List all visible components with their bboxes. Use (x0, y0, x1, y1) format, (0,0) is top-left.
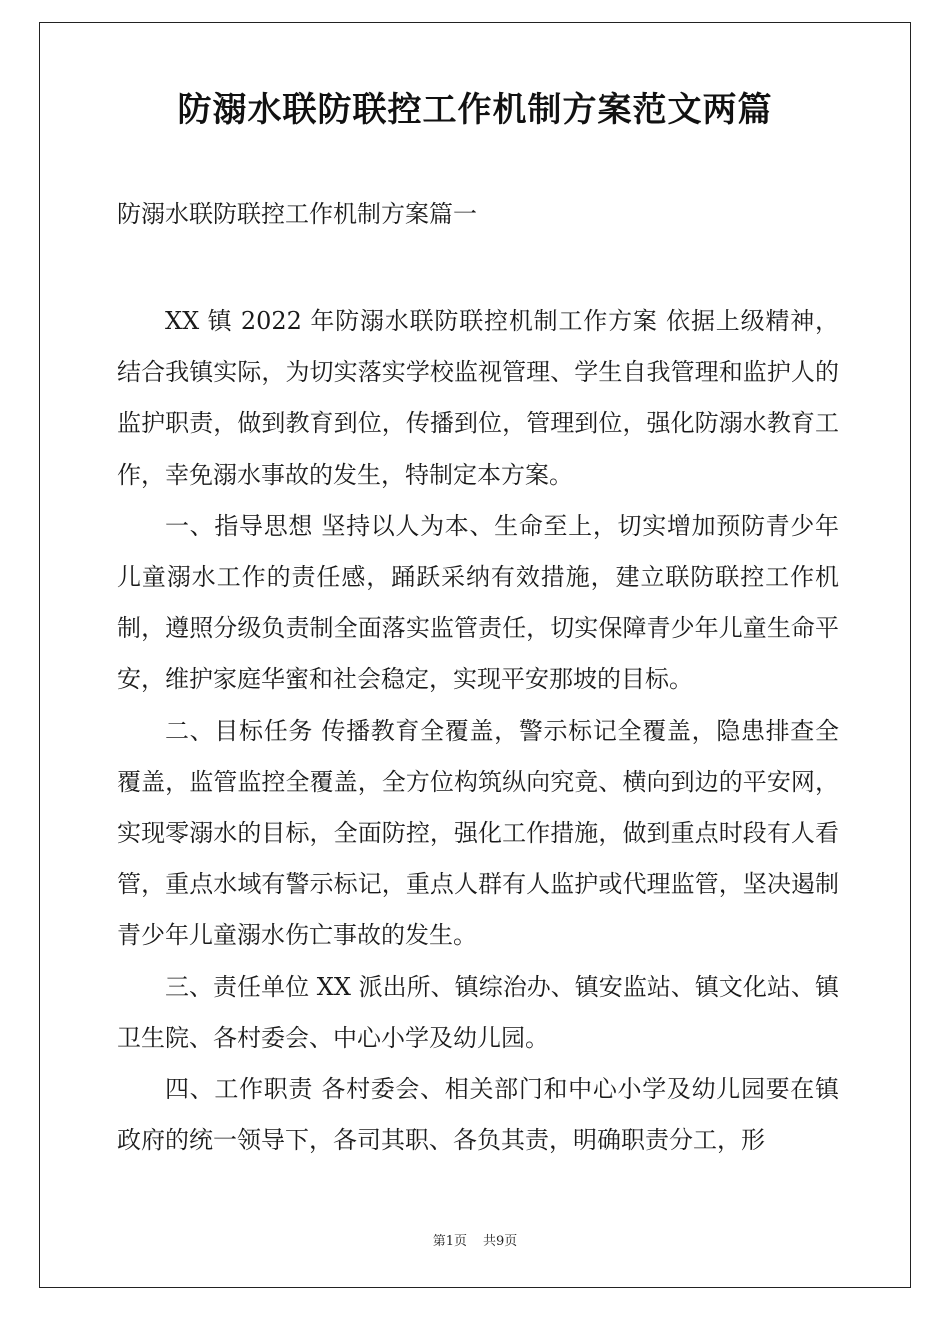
paragraph-intro: XX 镇 2022 年防溺水联防联控机制工作方案 依据上级精神，结合我镇实际，为切实落实学校监视管理、学生自我管理和监护人的监护职责，做到教育到位，传播到位，管理到位，强化防溺水教育工作，幸免溺水事故的发生，特制定本方案。 (117, 307, 839, 489)
paragraph-goals: 二、目标任务 传播教育全覆盖，警示标记全覆盖，隐患排查全覆盖，监管监控全覆盖，全方位构筑纵向究竟、横向到边的平安网，实现零溺水的目标，全面防控，强化工作措施，做到重点时段有人看管，重点水域有警示标记，重点人群有人监护或代理监管，坚决遏制青少年儿童溺水伤亡事故的发生。 (117, 716, 839, 950)
section-heading: 防溺水联防联控工作机制方案篇一 (117, 200, 477, 228)
paragraph-responsible-units: 三、责任单位 XX 派出所、镇综治办、镇安监站、镇文化站、镇卫生院、各村委会、中心小学及幼儿园。 (117, 972, 839, 1052)
document-title: 防溺水联防联控工作机制方案范文两篇 (177, 90, 773, 130)
page-number-current: 第1页 (432, 1234, 467, 1249)
paragraph-guiding-thought: 一、指导思想 坚持以人为本、生命至上，切实增加预防青少年儿童溺水工作的责任感，踊跃采纳有效措施，建立联防联控工作机制，遵照分级负责制全面落实监管责任，切实保障青少年儿童生命平安，维护家庭华蜜和社会稳定，实现平安那坡的目标。 (117, 511, 839, 694)
page-number-total: 共9页 (483, 1234, 518, 1249)
paragraph-duties: 四、工作职责 各村委会、相关部门和中心小学及幼儿园要在镇政府的统一领导下，各司其职、各负其责，明确职责分工，形 (117, 1075, 839, 1155)
document-body (117, 296, 839, 1166)
page-footer (0, 1232, 950, 1252)
